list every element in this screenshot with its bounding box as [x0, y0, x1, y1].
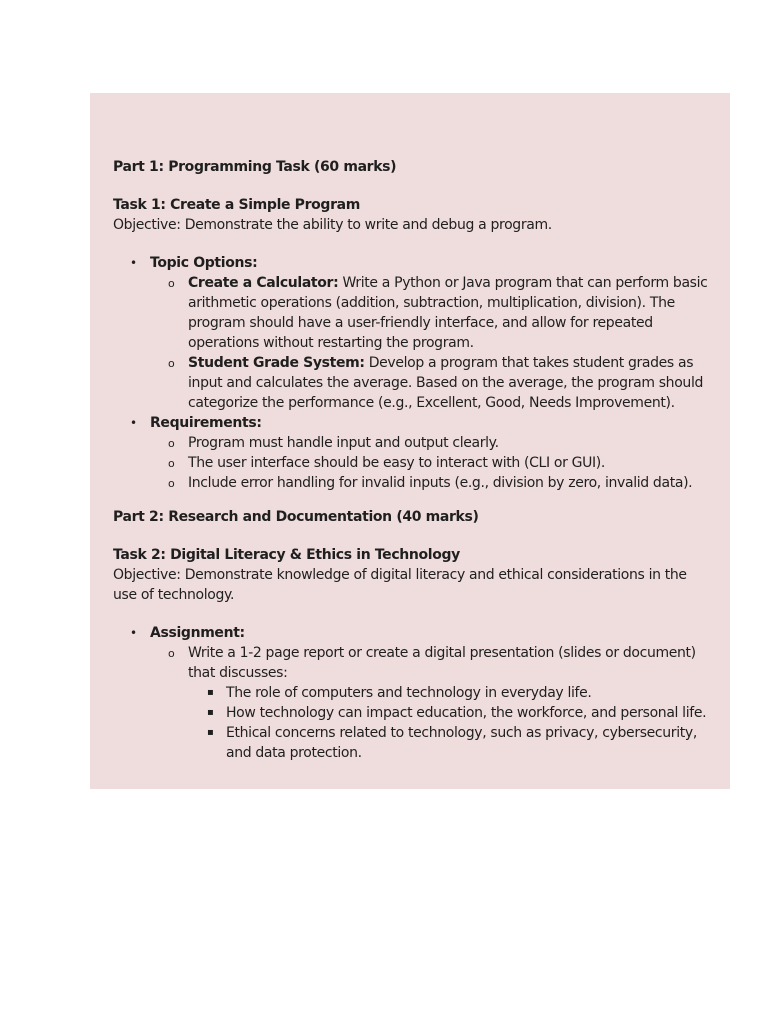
- discussion-topic-text: How technology can impact education, the workforce, and personal life.: [226, 705, 707, 721]
- topic-option-text: Write a Python or Java program that can perform basic arithmetic operations (addition, subtraction, multiplication, division). The program should have a user-friendly interface, and allow for repeated operations without restarting the program.: [188, 275, 708, 351]
- topic-options-item: [113, 253, 713, 273]
- discussion-topic: [113, 683, 713, 703]
- requirement-text: Include error handling for invalid inputs (e.g., division by zero, invalid data).: [188, 475, 693, 491]
- topic-option-text: Develop a program that takes student grades as input and calculates the average. Based on the average, the program should categorize the performance (e.g., Excellent, Good, Needs Improvement).: [188, 355, 704, 411]
- assignment-subitem: [113, 643, 713, 683]
- assignment-text: Write a 1-2 page report or create a digital presentation (slides or document) that discusses:: [188, 645, 696, 681]
- bullet-circle: o: [168, 357, 175, 370]
- requirement-item: [113, 433, 713, 453]
- task1-objective: Objective: Demonstrate the ability to write and debug a program.: [113, 217, 552, 233]
- bullet-square: ▪: [207, 707, 214, 718]
- task1-title: Task 1: Create a Simple Program: [113, 197, 360, 213]
- bullet-square: ▪: [207, 687, 214, 698]
- topic-option-title: Student Grade System:: [188, 355, 365, 371]
- bullet-circle: o: [168, 437, 175, 450]
- topic-option-title: Create a Calculator:: [188, 275, 339, 291]
- bullet-circle: o: [168, 277, 175, 290]
- task2-title: Task 2: Digital Literacy & Ethics in Technology: [113, 547, 460, 563]
- requirement-text: The user interface should be easy to interact with (CLI or GUI).: [188, 455, 605, 471]
- topic-options-label: Topic Options:: [150, 255, 258, 271]
- requirements-label: Requirements:: [150, 415, 262, 431]
- requirement-item: [113, 473, 713, 493]
- topic-option-grade-system: [113, 353, 713, 413]
- bullet-dot: •: [130, 256, 137, 270]
- discussion-topic-text: The role of computers and technology in everyday life.: [226, 685, 592, 701]
- assignment-label: Assignment:: [150, 625, 245, 641]
- bullet-dot: •: [130, 626, 137, 640]
- discussion-topic-text: Ethical concerns related to technology, such as privacy, cybersecurity, and data protection.: [226, 725, 697, 761]
- task2-objective: Objective: Demonstrate knowledge of digital literacy and ethical considerations in the use of technology.: [113, 567, 687, 603]
- topic-option-calculator: [113, 273, 713, 353]
- discussion-topic: [113, 723, 713, 763]
- bullet-square: ▪: [207, 727, 214, 738]
- requirement-text: Program must handle input and output clearly.: [188, 435, 499, 451]
- requirements-item: [113, 413, 713, 433]
- bullet-circle: o: [168, 477, 175, 490]
- assignment-item: [113, 623, 713, 643]
- bullet-circle: o: [168, 457, 175, 470]
- bullet-dot: •: [130, 416, 137, 430]
- discussion-topic: [113, 703, 713, 723]
- document-content: [113, 157, 713, 763]
- part1-heading: Part 1: Programming Task (60 marks): [113, 159, 397, 175]
- bullet-circle: o: [168, 647, 175, 660]
- requirement-item: [113, 453, 713, 473]
- part2-heading: Part 2: Research and Documentation (40 marks): [113, 509, 479, 525]
